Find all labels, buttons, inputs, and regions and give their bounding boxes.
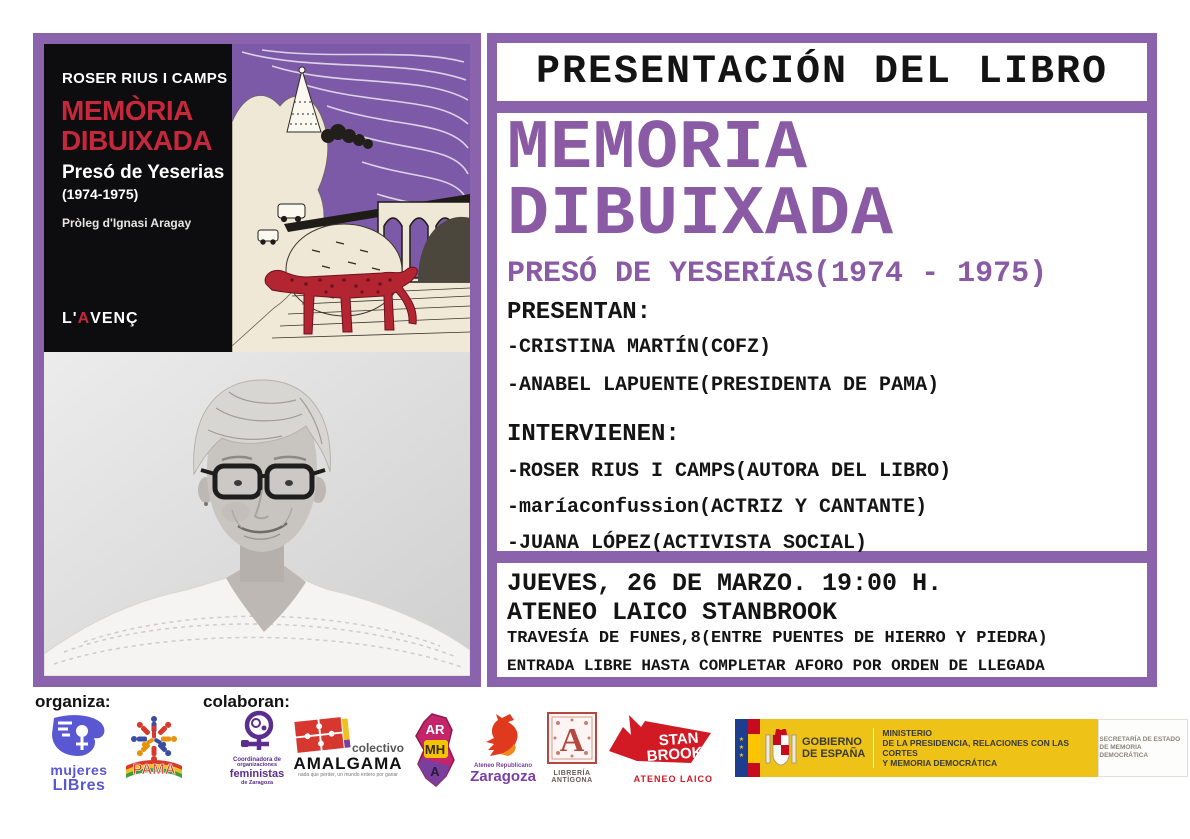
spain-flag-strip — [748, 719, 760, 777]
amalgama-name: AMALGAMA — [293, 754, 403, 773]
spain-coat-of-arms — [764, 725, 798, 771]
ministerio-text2: DE LA PRESIDENCIA, RELACIONES CON LAS CORTES — [882, 738, 1070, 758]
book-subtitle: Presó de Yeserias — [62, 162, 225, 183]
book-author: ROSER RIUS I CAMPS — [62, 70, 228, 87]
event-venue: ATENEO LAICO STANBROOK — [507, 598, 838, 627]
gobierno-text1: GOBIERNO — [802, 736, 862, 748]
logo-ateneo-republicano — [470, 712, 536, 785]
ateneo-republicano-small: Ateneo Republicano — [473, 763, 532, 769]
secretaria-panel — [1098, 719, 1188, 777]
pama-text: PAMA — [132, 761, 176, 778]
armha-text-a: A — [430, 764, 440, 779]
armha-text-ar: AR — [425, 722, 445, 737]
event-address: TRAVESÍA DE FUNES,8(ENTRE PUENTES DE HIERRO Y PIEDRA) — [507, 629, 1048, 648]
intervienen-item: -maríaconfussion(ACTRIZ Y CANTANTE) — [507, 496, 928, 519]
book-cover-text — [44, 44, 232, 352]
mujeres-libres-text2: LIBres — [52, 776, 106, 794]
presentan-heading: PRESENTAN: — [507, 299, 652, 326]
amalgama-icon — [292, 715, 352, 755]
gobierno-panel — [760, 719, 1098, 777]
logo-pama — [122, 712, 186, 787]
coordinadora-text2: organizaciones — [236, 762, 278, 769]
book-cover — [44, 44, 470, 352]
intervienen-item: -ROSER RIUS I CAMPS(AUTORA DEL LIBRO) — [507, 460, 952, 483]
secretaria-text2: DE MEMORIA DEMOCRÁTICA — [1099, 744, 1149, 759]
coordinadora-text4: de Zaragoza — [240, 779, 274, 786]
pama-people-ring — [131, 716, 177, 762]
stanbrook-text2: BROOK — [646, 744, 704, 765]
mujeres-libres-icon — [50, 714, 108, 758]
logo-stanbrook — [607, 711, 713, 784]
cover-illustration — [232, 44, 470, 352]
coordinadora-text3: feministas — [229, 768, 285, 781]
mujeres-libres-text1: mujeres — [50, 762, 108, 778]
poster-title: MEMORIA DIBUIXADA — [507, 110, 895, 255]
lion-icon — [480, 712, 526, 758]
ateneo-republicano-name: Zaragoza — [470, 768, 536, 786]
amalgama-tagline: nada que perder, un mundo entero por ganar — [298, 771, 398, 778]
gobierno-text2: DE ESPAÑA — [802, 748, 866, 760]
book-title: MEMÒRIA DIBUIXADA — [61, 95, 213, 156]
publisher-logo: L'AVENÇ — [62, 310, 139, 327]
book-years: (1974-1975) — [62, 186, 139, 202]
antigona-text1: LIBRERÍA — [553, 770, 591, 777]
presentan-item: -CRISTINA MARTÍN(COFZ) — [507, 336, 772, 359]
organiza-label: organiza: — [35, 692, 111, 711]
poster-header: PRESENTACIÓN DEL LIBRO — [535, 49, 1109, 95]
event-info-box — [497, 563, 1147, 677]
right-panel — [487, 33, 1157, 687]
author-portrait-photo — [44, 352, 470, 676]
logo-antigona — [545, 711, 599, 785]
intervienen-item: -JUANA LÓPEZ(ACTIVISTA SOCIAL) — [507, 532, 868, 555]
logo-armha — [412, 712, 458, 793]
stanbrook-sub: ATENEO LAICO — [633, 774, 713, 784]
logo-gobierno-espana — [735, 719, 1188, 777]
antigona-icon — [546, 711, 598, 765]
antigona-initial: A — [559, 722, 585, 759]
stanbrook-text1: STAN — [658, 729, 700, 750]
logo-mujeres-libres — [45, 714, 113, 794]
gov-divider — [873, 728, 874, 768]
presentan-item: -ANABEL LAPUENTE(PRESIDENTA DE PAMA) — [507, 374, 940, 397]
coordinadora-text1: Coordinadora de — [232, 757, 281, 763]
event-entry-note: ENTRADA LIBRE HASTA COMPLETAR AFORO POR ORDEN DE LLEGADA — [507, 657, 1045, 675]
pama-icon — [122, 712, 186, 782]
book-prologue: Pròleg d'Ignasi Aragay — [62, 216, 192, 230]
poster-subtitle: PRESÓ DE YESERÍAS(1974 - 1975) — [507, 257, 1048, 291]
armha-icon — [412, 712, 458, 788]
event-datetime: JUEVES, 26 DE MARZO. 19:00 H. — [507, 569, 943, 598]
eu-stars-strip: ★ ★ ★ — [735, 719, 748, 777]
amalgama-top-text: colectivo — [351, 741, 404, 756]
ministerio-text1: MINISTERIO — [882, 728, 932, 738]
stanbrook-ship-icon — [607, 711, 713, 769]
colaboran-label: colaboran: — [203, 692, 290, 711]
logo-coordinadora-feministas — [226, 710, 288, 786]
secretaria-text1: SECRETARÍA DE ESTADO — [1099, 736, 1181, 743]
armha-text-mh: MH — [424, 742, 446, 757]
main-box — [497, 110, 1147, 555]
coordinadora-icon — [233, 710, 281, 752]
left-panel — [33, 33, 481, 687]
intervienen-heading: INTERVIENEN: — [507, 421, 680, 448]
antigona-text2: ANTÍGONA — [551, 777, 593, 785]
header-box — [497, 43, 1147, 101]
logo-amalgama — [292, 715, 404, 778]
ministerio-text3: Y MEMORIA DEMOCRÁTICA — [882, 758, 998, 768]
